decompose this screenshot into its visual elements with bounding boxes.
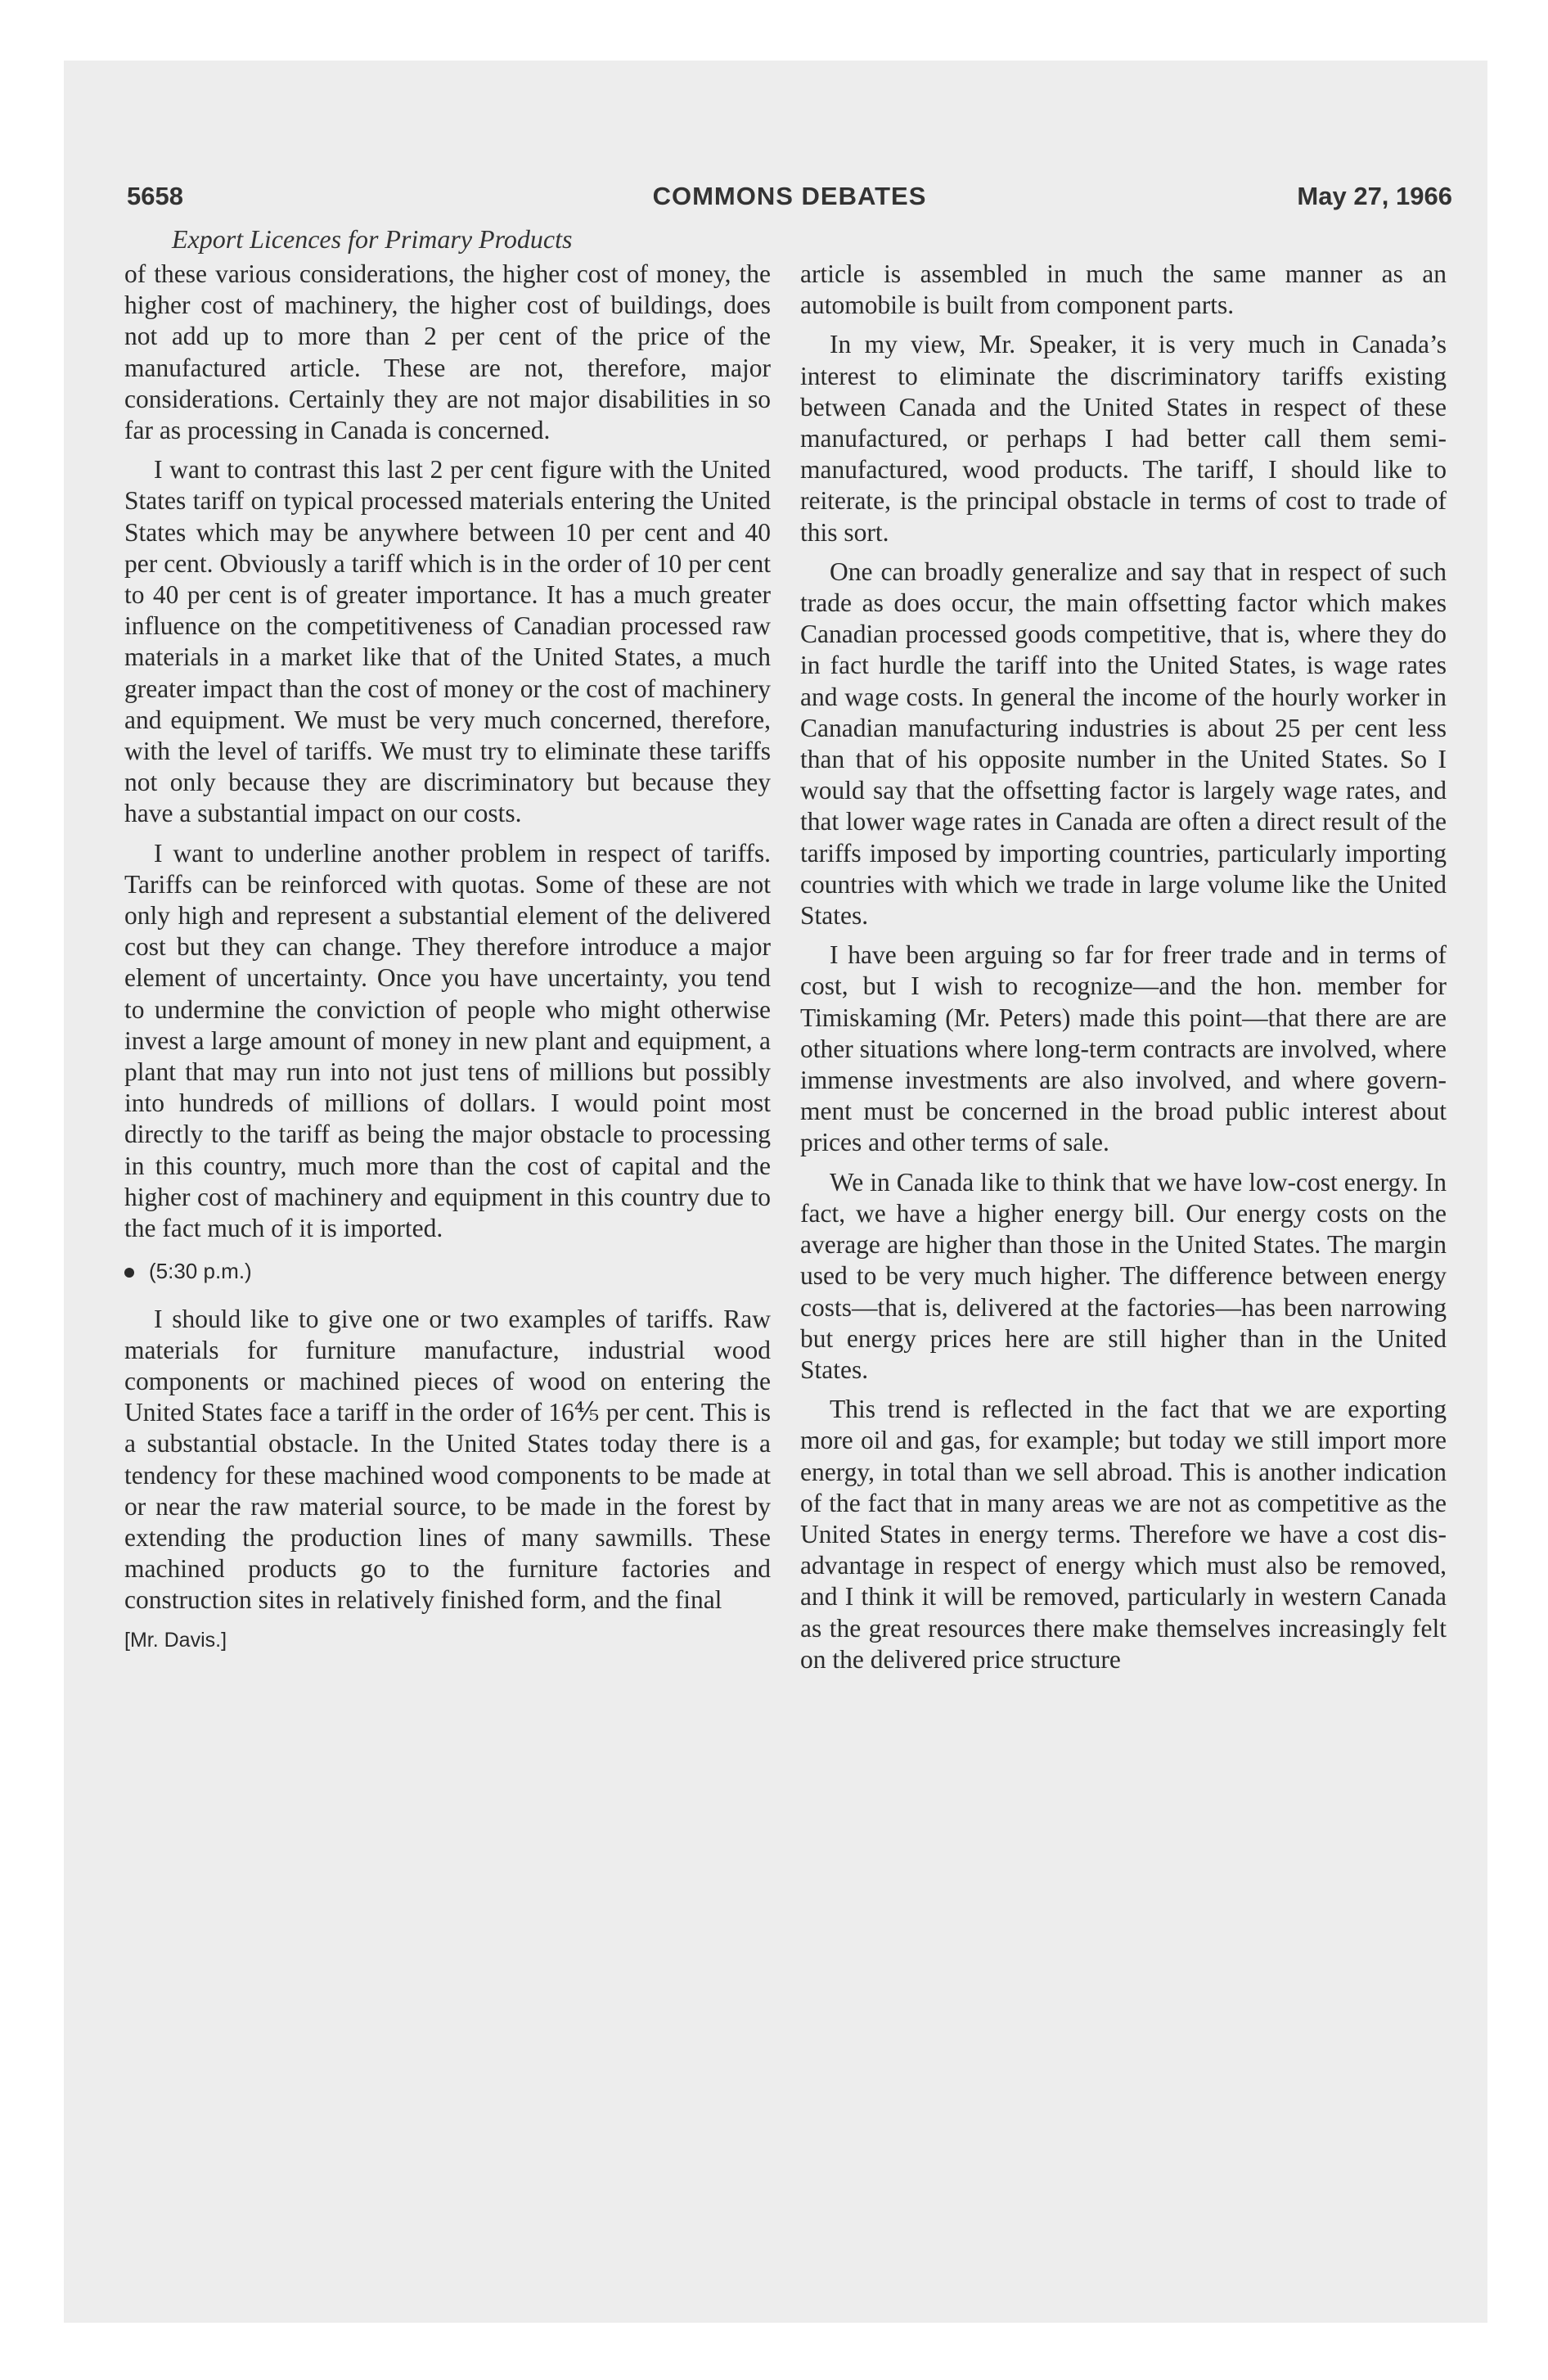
publication-date: May 27, 1966	[1297, 182, 1452, 210]
paragraph: One can broadly generalize and say that in respect of such trade as does occur, the main offsetting factor which makes Canadian processed goods competitive, that is, where they do in fact hurdle the tariff into the United States, is wage rates and wage costs. In general the income of the hourly worker in Canadian manufacturing industries is about 25 per cent less than that of his opposite number in the United States. So I would say that the offsetting factor is largely wage rates, and that lower wage rates in Canada are often a direct result of the tariffs imposed by importing countries, particularly importing countries with which we trade in large volume like the United States.	[800, 557, 1447, 931]
bullet-icon	[124, 1268, 134, 1278]
time-stamp	[124, 1255, 771, 1287]
time-stamp-text: (5:30 p.m.)	[149, 1259, 252, 1284]
paragraph: I should like to give one or two examples of tariffs. Raw materials for furniture manufacture, industrial wood components or machined pieces of wood on entering the United States face a tariff in the order of 16⅘ per cent. This is a substantial obstacle. In the United States today there is a tendency for these machined wood components to be made at or near the raw material source, to be made in the forest by extending the production lines of many sawmills. These machined products go to the furniture factories and construction sites in relatively finished form, and the final	[124, 1304, 771, 1615]
paragraph: I want to underline another problem in respect of tariffs. Tariffs can be reinforced with quotas. Some of these are not only high and represent a substantial element of the delivered cost but they can change. They therefore introduce a major element of uncertainty. Once you have uncertainty, you tend to undermine the conviction of people who might otherwise invest a large amount of money in new plant and equipment, a plant that may run into not just tens of millions but possibly into hundreds of millions of dollars. I would point most directly to the tariff as being the major obstacle to processing in this country, much more than the cost of capital and the higher cost of machinery and equipment in this country due to the fact much of it is imported.	[124, 838, 771, 1243]
speaker-note: [Mr. Davis.]	[124, 1628, 227, 1652]
section-title: Export Licences for Primary Products	[172, 224, 573, 254]
paragraph: In my view, Mr. Speaker, it is very much in Canada’s interest to eliminate the discriminatory tariffs existing between Canada and the United States in respect of these manufactured, or perhaps I had better call them semi-manufactured, wood products. The tariff, I should like to reiterate, is the principal obstacle in terms of cost to trade of this sort.	[800, 330, 1447, 547]
publication-title: COMMONS DEBATES	[652, 182, 927, 210]
paragraph: I want to contrast this last 2 per cent figure with the United States tariff on typical processed materials entering the United States which may be anywhere between 10 per cent and 40 per cent. Obviously a tariff which is in the order of 10 per cent to 40 per cent is of greater importance. It has a much greater influence on the competitiveness of Canadian processed raw materials in a market like that of the United States, a much greater impact than the cost of money or the cost of machinery and equipment. We must be very much concerned, therefore, with the level of tariffs. We must try to eliminate these tariffs not only because they are discriminatory but because they have a substantial impact on our costs.	[124, 455, 771, 828]
paragraph: We in Canada like to think that we have low-cost energy. In fact, we have a higher energy bill. Our energy costs on the average are higher than those in the United States. The margin used to be very much higher. The difference between energy costs—that is, delivered at the factories—has been narrowing but energy prices here are still higher than in the United States.	[800, 1167, 1447, 1384]
paragraph: of these various considerations, the higher cost of money, the higher cost of machinery, the higher cost of buildings, does not add up to more than 2 per cent of the price of the manufactured article. These are not, therefore, major considerations. Certainly they are not major disabilities in so far as processing in Canada is concerned.	[124, 259, 771, 445]
page-number: 5658	[127, 182, 183, 210]
paragraph: article is assembled in much the same manner as an automobile is built from component parts.	[800, 259, 1447, 320]
page-header	[127, 182, 1452, 223]
paragraph: I have been arguing so far for freer trade and in terms of cost, but I wish to recognize—and the hon. member for Timiskaming (Mr. Peters) made this point—that there are are other situations where long-term contracts are involved, where immense investments are also involved, and where government must be concerned in the broad public interest about prices and other terms of sale.	[800, 940, 1447, 1157]
right-column	[800, 259, 1447, 1684]
left-column	[124, 259, 771, 1656]
paragraph: This trend is reflected in the fact that we are exporting more oil and gas, for example; but today we still import more energy, in total than we sell abroad. This is another indication of the fact that in many areas we are not as competitive as the United States in energy terms. Therefore we have a cost disadvantage in respect of energy which must also be removed, and I think it will be removed, particularly in western Canada as the great resources there make themselves increasingly felt on the delivered price structure	[800, 1395, 1447, 1674]
